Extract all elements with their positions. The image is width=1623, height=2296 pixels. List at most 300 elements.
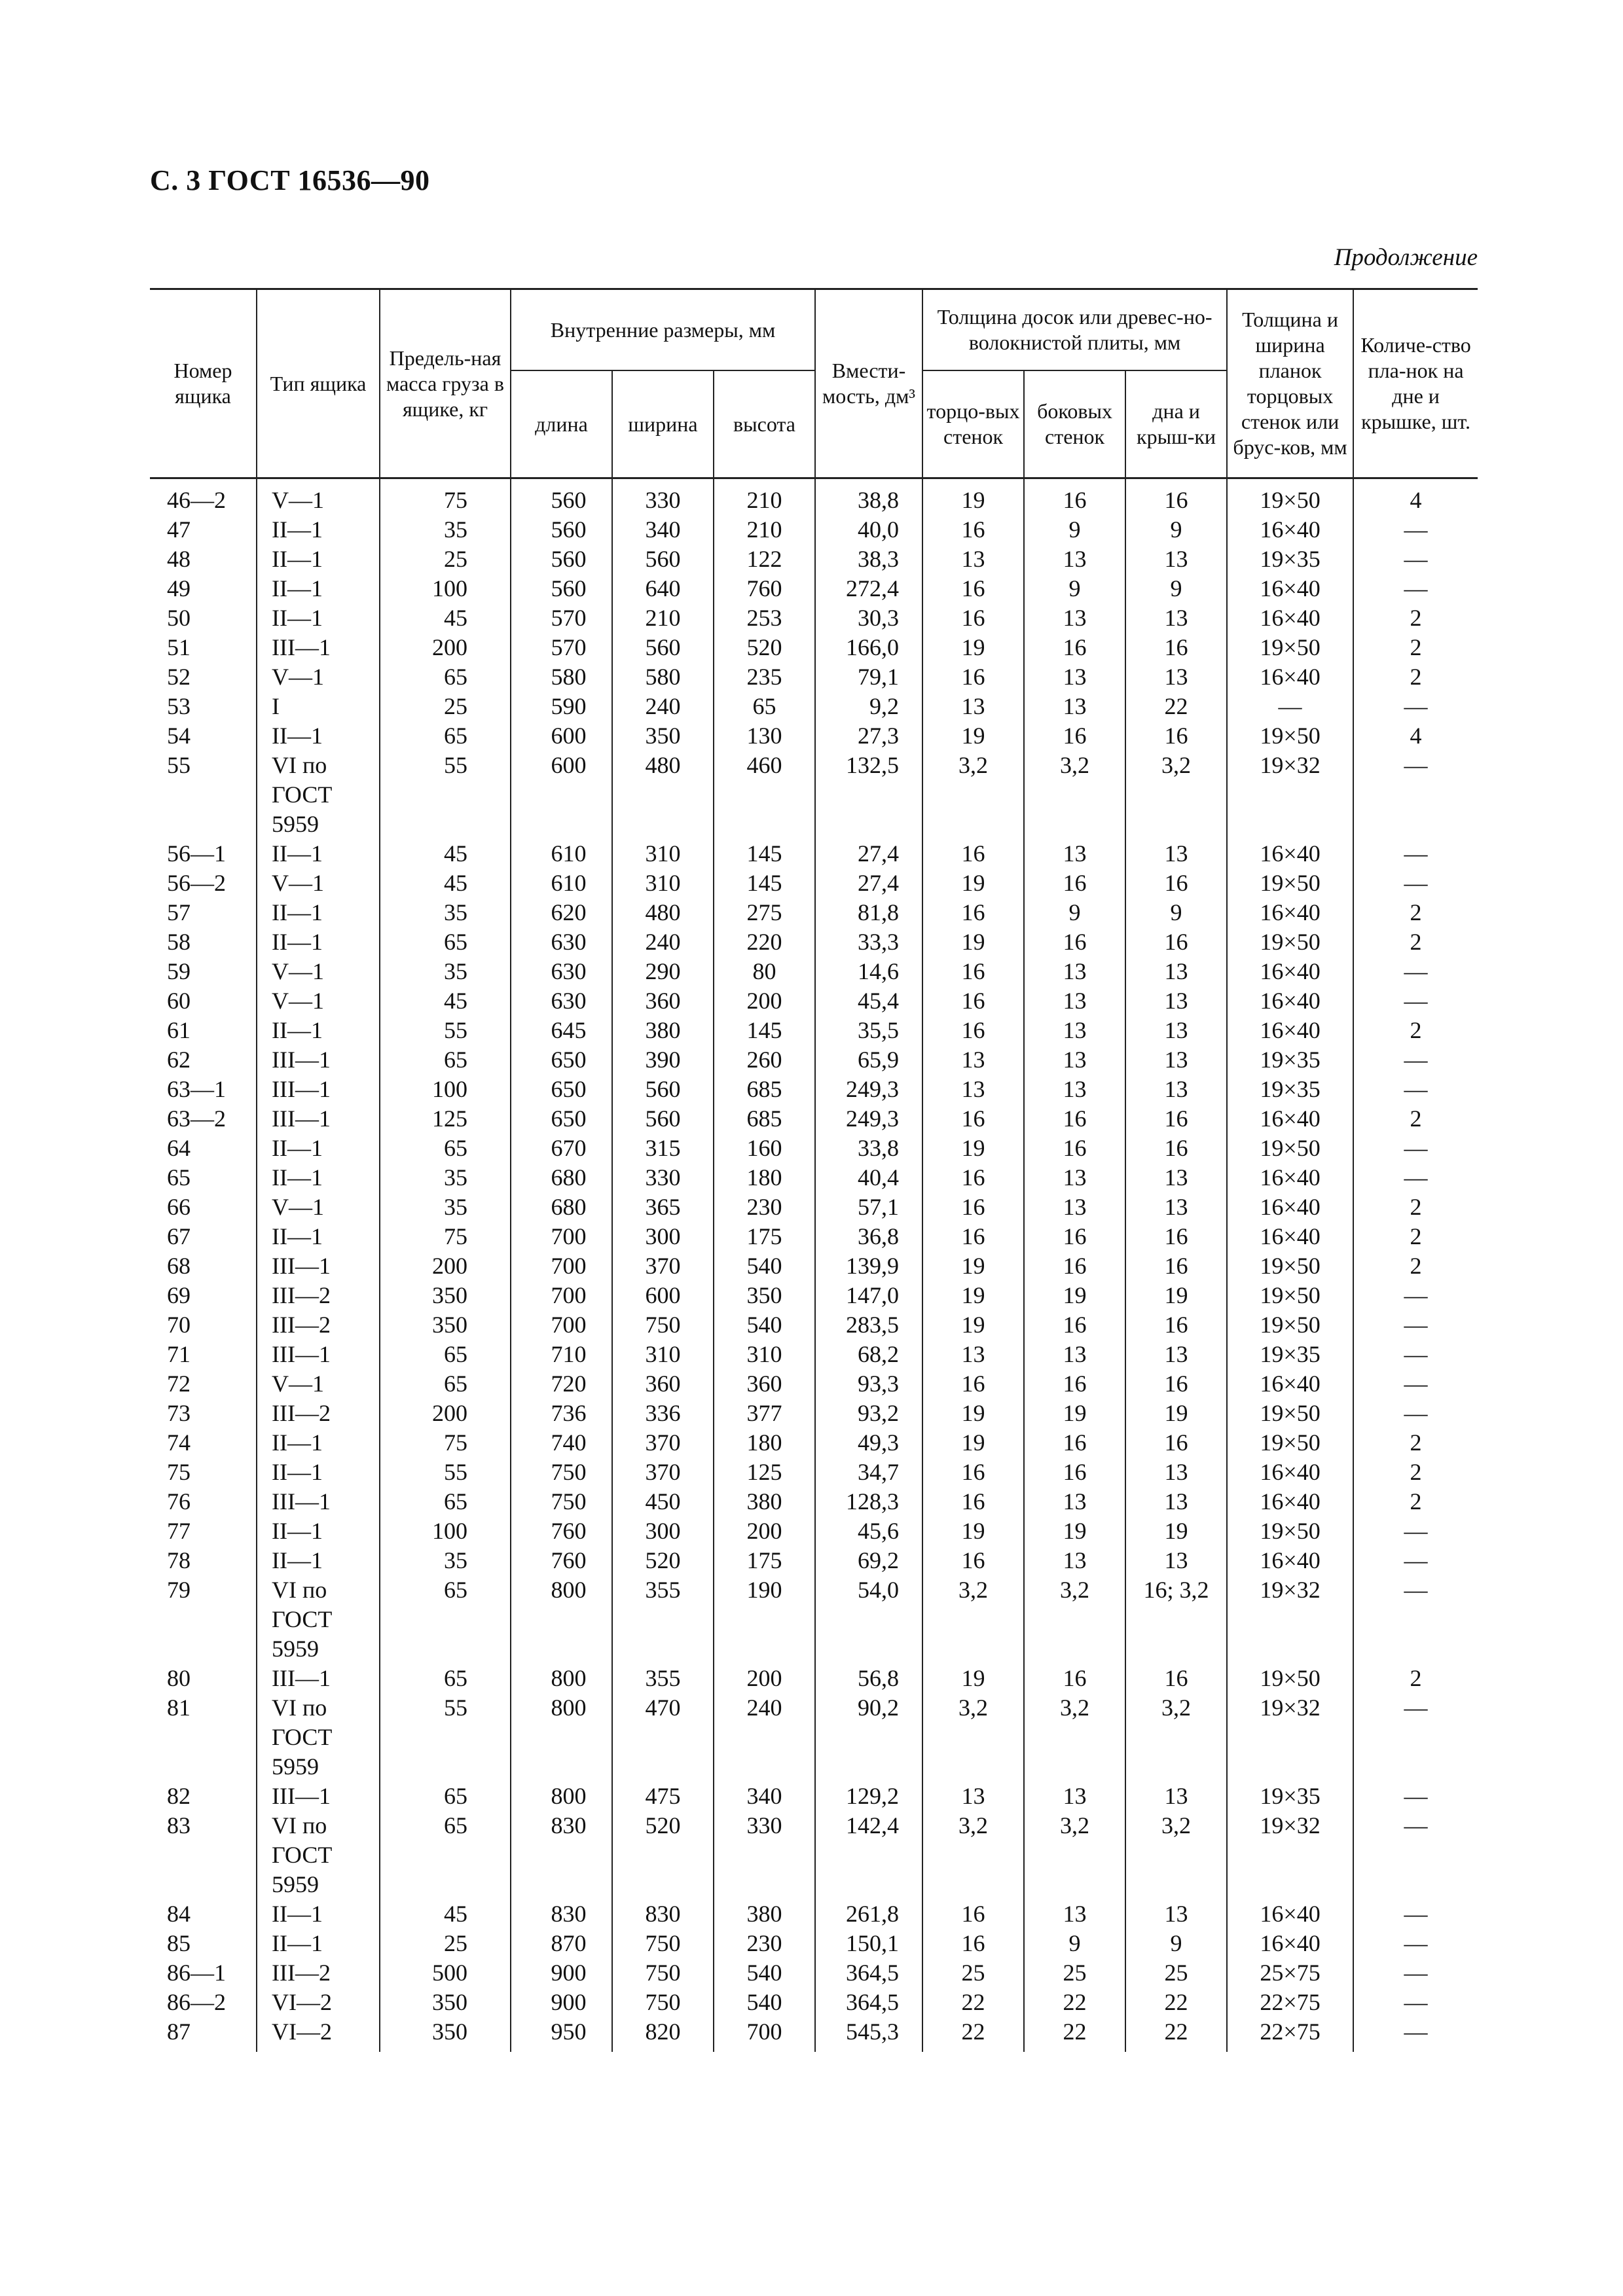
cell-side-walls: 16 <box>1024 1458 1125 1487</box>
cell-plank-count: — <box>1353 957 1478 986</box>
cell-height: 220 <box>714 927 815 957</box>
cell-capacity: 150,1 <box>815 1929 922 1958</box>
cell-max-load: 55 <box>380 751 511 839</box>
table-row <box>150 574 1478 603</box>
cell-box-number: 49 <box>167 575 191 601</box>
cell-max-load: 350 <box>380 2017 511 2052</box>
cell-box-type: III—1 <box>257 1104 380 1134</box>
cell-plank-count: 2 <box>1353 898 1478 927</box>
cell-height: 210 <box>714 515 815 545</box>
cell-max-load: 65 <box>380 1134 511 1163</box>
cell-capacity: 36,8 <box>815 1222 922 1251</box>
cell-max-load: 100 <box>380 574 511 603</box>
cell-width: 750 <box>612 1310 714 1340</box>
cell-bottom-lid: 16 <box>1125 1369 1227 1399</box>
cell-width: 560 <box>612 545 714 574</box>
cell-capacity: 272,4 <box>815 574 922 603</box>
cell-plank-size: 16×40 <box>1227 1222 1353 1251</box>
cell-end-walls: 19 <box>922 1428 1024 1458</box>
cell-capacity: 54,0 <box>815 1575 922 1664</box>
cell-side-walls: 16 <box>1024 869 1125 898</box>
cell-width: 300 <box>612 1516 714 1546</box>
table-row <box>150 1016 1478 1045</box>
cell-bottom-lid: 3,2 <box>1125 751 1227 839</box>
cell-end-walls: 16 <box>922 1546 1024 1575</box>
cell-plank-size: 19×50 <box>1227 1251 1353 1281</box>
cell-capacity: 27,4 <box>815 839 922 869</box>
cell-end-walls: 16 <box>922 1487 1024 1516</box>
cell-length: 650 <box>511 1075 612 1104</box>
cell-box-type: II—1 <box>257 515 380 545</box>
cell-box-number: 50 <box>167 605 191 631</box>
cell-side-walls: 16 <box>1024 1428 1125 1458</box>
cell-max-load: 45 <box>380 839 511 869</box>
table-row <box>150 603 1478 633</box>
cell-plank-size: 16×40 <box>1227 839 1353 869</box>
cell-side-walls: 3,2 <box>1024 1575 1125 1664</box>
cell-width: 480 <box>612 898 714 927</box>
table-row <box>150 986 1478 1016</box>
cell-side-walls: 13 <box>1024 603 1125 633</box>
cell-side-walls: 3,2 <box>1024 1811 1125 1899</box>
cell-width: 520 <box>612 1546 714 1575</box>
cell-capacity: 38,8 <box>815 478 922 516</box>
cell-end-walls: 3,2 <box>922 1693 1024 1782</box>
cell-box-type: II—1 <box>257 1016 380 1045</box>
cell-bottom-lid: 22 <box>1125 1988 1227 2017</box>
cell-capacity: 93,3 <box>815 1369 922 1399</box>
cell-box-type: III—1 <box>257 1075 380 1104</box>
cell-box-type: III—2 <box>257 1399 380 1428</box>
cell-box-type: III—1 <box>257 1664 380 1693</box>
cell-box-number: 48 <box>167 546 191 572</box>
cell-plank-count: — <box>1353 751 1478 839</box>
cell-plank-size: 16×40 <box>1227 957 1353 986</box>
cell-box-number: 77 <box>167 1518 191 1544</box>
cell-max-load: 55 <box>380 1693 511 1782</box>
cell-box-number: 78 <box>167 1547 191 1573</box>
cell-plank-size: 19×35 <box>1227 1782 1353 1811</box>
header-width: ширина <box>612 370 714 478</box>
table-row <box>150 1575 1478 1664</box>
cell-max-load: 500 <box>380 1958 511 1988</box>
cell-bottom-lid: 9 <box>1125 1929 1227 1958</box>
table-row <box>150 1369 1478 1399</box>
cell-bottom-lid: 9 <box>1125 574 1227 603</box>
header-box-number: Номер ящика <box>150 289 257 478</box>
cell-width: 370 <box>612 1428 714 1458</box>
cell-length: 800 <box>511 1782 612 1811</box>
cell-box-number: 56—2 <box>167 870 226 896</box>
table-row <box>150 1075 1478 1104</box>
cell-side-walls: 9 <box>1024 574 1125 603</box>
cell-side-walls: 13 <box>1024 1016 1125 1045</box>
cell-bottom-lid: 16 <box>1125 721 1227 751</box>
cell-bottom-lid: 13 <box>1125 1546 1227 1575</box>
table-row <box>150 751 1478 839</box>
cell-height: 540 <box>714 1958 815 1988</box>
cell-side-walls: 16 <box>1024 1310 1125 1340</box>
cell-bottom-lid: 13 <box>1125 1899 1227 1929</box>
cell-box-type: VI по ГОСТ 5959 <box>257 1693 380 1782</box>
cell-width: 600 <box>612 1281 714 1310</box>
cell-end-walls: 19 <box>922 1251 1024 1281</box>
cell-width: 290 <box>612 957 714 986</box>
cell-box-type: VI по ГОСТ 5959 <box>257 751 380 839</box>
cell-max-load: 45 <box>380 1899 511 1929</box>
table-row <box>150 1104 1478 1134</box>
cell-box-number: 67 <box>167 1223 191 1249</box>
cell-end-walls: 16 <box>922 986 1024 1016</box>
cell-capacity: 14,6 <box>815 957 922 986</box>
cell-plank-size: 16×40 <box>1227 662 1353 692</box>
table-row <box>150 957 1478 986</box>
cell-plank-count: — <box>1353 1163 1478 1193</box>
cell-height: 190 <box>714 1575 815 1664</box>
cell-width: 300 <box>612 1222 714 1251</box>
cell-box-number: 79 <box>167 1577 191 1603</box>
cell-box-type: II—1 <box>257 603 380 633</box>
table-row <box>150 1134 1478 1163</box>
cell-height: 180 <box>714 1163 815 1193</box>
cell-box-number: 63—2 <box>167 1105 226 1132</box>
cell-side-walls: 9 <box>1024 1929 1125 1958</box>
cell-box-type: III—1 <box>257 1251 380 1281</box>
cell-plank-count: — <box>1353 574 1478 603</box>
cell-height: 380 <box>714 1487 815 1516</box>
cell-max-load: 65 <box>380 1369 511 1399</box>
cell-capacity: 40,0 <box>815 515 922 545</box>
cell-box-type: VI—2 <box>257 2017 380 2052</box>
cell-width: 580 <box>612 662 714 692</box>
cell-capacity: 142,4 <box>815 1811 922 1899</box>
cell-max-load: 200 <box>380 1399 511 1428</box>
table-row <box>150 1251 1478 1281</box>
cell-bottom-lid: 13 <box>1125 1045 1227 1075</box>
cell-end-walls: 13 <box>922 692 1024 721</box>
cell-bottom-lid: 13 <box>1125 1782 1227 1811</box>
cell-bottom-lid: 13 <box>1125 1340 1227 1369</box>
cell-box-number: 57 <box>167 899 191 925</box>
cell-box-type: II—1 <box>257 574 380 603</box>
cell-width: 365 <box>612 1193 714 1222</box>
cell-bottom-lid: 16 <box>1125 1428 1227 1458</box>
cell-plank-count: — <box>1353 986 1478 1016</box>
cell-max-load: 350 <box>380 1988 511 2017</box>
cell-max-load: 125 <box>380 1104 511 1134</box>
cell-box-number: 47 <box>167 516 191 543</box>
cell-plank-size: 19×50 <box>1227 1664 1353 1693</box>
cell-end-walls: 3,2 <box>922 1575 1024 1664</box>
cell-capacity: 33,8 <box>815 1134 922 1163</box>
cell-box-number: 71 <box>167 1341 191 1367</box>
table-row <box>150 1516 1478 1546</box>
cell-capacity: 132,5 <box>815 751 922 839</box>
cell-plank-count: 2 <box>1353 662 1478 692</box>
cell-width: 830 <box>612 1899 714 1929</box>
cell-end-walls: 16 <box>922 1193 1024 1222</box>
table-header <box>150 289 1478 478</box>
cell-bottom-lid: 22 <box>1125 692 1227 721</box>
cell-side-walls: 16 <box>1024 1369 1125 1399</box>
cell-side-walls: 13 <box>1024 1075 1125 1104</box>
cell-height: 180 <box>714 1428 815 1458</box>
cell-end-walls: 16 <box>922 957 1024 986</box>
cell-plank-count: — <box>1353 692 1478 721</box>
cell-end-walls: 22 <box>922 1988 1024 2017</box>
cell-box-type: III—1 <box>257 1487 380 1516</box>
cell-box-number: 82 <box>167 1783 191 1809</box>
cell-length: 700 <box>511 1222 612 1251</box>
cell-capacity: 34,7 <box>815 1458 922 1487</box>
cell-bottom-lid: 22 <box>1125 2017 1227 2052</box>
cell-plank-count: 2 <box>1353 1487 1478 1516</box>
cell-bottom-lid: 16 <box>1125 478 1227 516</box>
cell-box-number: 66 <box>167 1194 191 1220</box>
cell-plank-count: 2 <box>1353 1251 1478 1281</box>
cell-width: 390 <box>612 1045 714 1075</box>
cell-capacity: 79,1 <box>815 662 922 692</box>
cell-plank-size: 19×50 <box>1227 1516 1353 1546</box>
cell-plank-size: 25×75 <box>1227 1958 1353 1988</box>
cell-bottom-lid: 3,2 <box>1125 1811 1227 1899</box>
cell-height: 122 <box>714 545 815 574</box>
cell-box-type: III—1 <box>257 1045 380 1075</box>
cell-box-number: 85 <box>167 1930 191 1956</box>
cell-box-number: 54 <box>167 723 191 749</box>
cell-side-walls: 22 <box>1024 1988 1125 2017</box>
cell-length: 760 <box>511 1516 612 1546</box>
cell-max-load: 35 <box>380 1546 511 1575</box>
cell-capacity: 249,3 <box>815 1104 922 1134</box>
cell-box-number: 81 <box>167 1695 191 1721</box>
cell-box-type: II—1 <box>257 721 380 751</box>
cell-box-number: 68 <box>167 1253 191 1279</box>
cell-side-walls: 19 <box>1024 1281 1125 1310</box>
cell-box-type: II—1 <box>257 839 380 869</box>
cell-height: 540 <box>714 1988 815 2017</box>
cell-length: 570 <box>511 603 612 633</box>
cell-width: 210 <box>612 603 714 633</box>
cell-length: 680 <box>511 1163 612 1193</box>
cell-end-walls: 16 <box>922 1163 1024 1193</box>
table-row <box>150 869 1478 898</box>
cell-plank-count: — <box>1353 1045 1478 1075</box>
table-row <box>150 1428 1478 1458</box>
cell-plank-size: 16×40 <box>1227 603 1353 633</box>
cell-plank-count: — <box>1353 1340 1478 1369</box>
cell-end-walls: 13 <box>922 1340 1024 1369</box>
cell-max-load: 45 <box>380 603 511 633</box>
cell-length: 560 <box>511 545 612 574</box>
cell-box-type: V—1 <box>257 957 380 986</box>
cell-side-walls: 13 <box>1024 1163 1125 1193</box>
header-thickness-group: Толщина досок или древес-но-волокнистой плиты, мм <box>922 289 1227 371</box>
cell-plank-count: — <box>1353 869 1478 898</box>
cell-plank-size: 16×40 <box>1227 1487 1353 1516</box>
cell-height: 460 <box>714 751 815 839</box>
cell-capacity: 38,3 <box>815 545 922 574</box>
cell-max-load: 65 <box>380 1045 511 1075</box>
page-header: С. 3 ГОСТ 16536—90 <box>150 164 430 196</box>
cell-bottom-lid: 13 <box>1125 662 1227 692</box>
cell-bottom-lid: 16 <box>1125 927 1227 957</box>
cell-bottom-lid: 9 <box>1125 515 1227 545</box>
cell-length: 700 <box>511 1251 612 1281</box>
table-row <box>150 1281 1478 1310</box>
cell-plank-count: — <box>1353 1369 1478 1399</box>
cell-plank-size: 16×40 <box>1227 1163 1353 1193</box>
cell-width: 310 <box>612 839 714 869</box>
cell-width: 750 <box>612 1988 714 2017</box>
cell-width: 315 <box>612 1134 714 1163</box>
cell-height: 235 <box>714 662 815 692</box>
cell-box-number: 59 <box>167 958 191 984</box>
cell-max-load: 65 <box>380 1340 511 1369</box>
cell-box-type: V—1 <box>257 1193 380 1222</box>
header-bottom-lid: дна и крыш-ки <box>1125 370 1227 478</box>
cell-width: 355 <box>612 1664 714 1693</box>
cell-width: 330 <box>612 1163 714 1193</box>
cell-max-load: 35 <box>380 1193 511 1222</box>
cell-capacity: 40,4 <box>815 1163 922 1193</box>
cell-plank-count: 4 <box>1353 721 1478 751</box>
cell-plank-size: 19×50 <box>1227 869 1353 898</box>
cell-max-load: 350 <box>380 1281 511 1310</box>
cell-max-load: 200 <box>380 1251 511 1281</box>
cell-height: 145 <box>714 839 815 869</box>
cell-plank-size: 16×40 <box>1227 898 1353 927</box>
cell-end-walls: 13 <box>922 1782 1024 1811</box>
cell-plank-size: 19×32 <box>1227 1693 1353 1782</box>
cell-plank-size: 19×50 <box>1227 721 1353 751</box>
cell-bottom-lid: 16 <box>1125 1251 1227 1281</box>
cell-plank-count: 2 <box>1353 603 1478 633</box>
cell-side-walls: 16 <box>1024 1104 1125 1134</box>
cell-plank-size: 19×35 <box>1227 1075 1353 1104</box>
cell-width: 340 <box>612 515 714 545</box>
cell-height: 377 <box>714 1399 815 1428</box>
cell-capacity: 261,8 <box>815 1899 922 1929</box>
cell-side-walls: 16 <box>1024 927 1125 957</box>
cell-length: 560 <box>511 574 612 603</box>
cell-end-walls: 19 <box>922 927 1024 957</box>
cell-height: 200 <box>714 1664 815 1693</box>
cell-max-load: 65 <box>380 662 511 692</box>
cell-box-number: 73 <box>167 1400 191 1426</box>
header-plank-count: Количе-ство пла-нок на дне и крышке, шт. <box>1353 289 1478 478</box>
cell-height: 380 <box>714 1899 815 1929</box>
cell-width: 640 <box>612 574 714 603</box>
cell-max-load: 35 <box>380 515 511 545</box>
cell-length: 630 <box>511 986 612 1016</box>
cell-height: 125 <box>714 1458 815 1487</box>
cell-bottom-lid: 13 <box>1125 839 1227 869</box>
cell-length: 630 <box>511 927 612 957</box>
cell-max-load: 35 <box>380 898 511 927</box>
table-row <box>150 2017 1478 2052</box>
cell-side-walls: 13 <box>1024 662 1125 692</box>
cell-max-load: 65 <box>380 927 511 957</box>
cell-side-walls: 16 <box>1024 1222 1125 1251</box>
table-row <box>150 1664 1478 1693</box>
cell-side-walls: 9 <box>1024 898 1125 927</box>
cell-end-walls: 16 <box>922 662 1024 692</box>
cell-box-type: II—1 <box>257 927 380 957</box>
cell-length: 630 <box>511 957 612 986</box>
cell-plank-count: 2 <box>1353 1104 1478 1134</box>
cell-box-type: VI—2 <box>257 1988 380 2017</box>
table-row <box>150 1340 1478 1369</box>
header-inner-dimensions: Внутренние размеры, мм <box>511 289 815 371</box>
cell-plank-count: 2 <box>1353 1222 1478 1251</box>
cell-length: 800 <box>511 1693 612 1782</box>
cell-height: 685 <box>714 1075 815 1104</box>
cell-height: 700 <box>714 2017 815 2052</box>
cell-box-number: 52 <box>167 664 191 690</box>
cell-end-walls: 19 <box>922 1310 1024 1340</box>
cell-height: 760 <box>714 574 815 603</box>
cell-width: 336 <box>612 1399 714 1428</box>
cell-end-walls: 3,2 <box>922 1811 1024 1899</box>
table-row <box>150 692 1478 721</box>
cell-max-load: 100 <box>380 1516 511 1546</box>
cell-box-type: III—1 <box>257 1340 380 1369</box>
cell-box-type: V—1 <box>257 478 380 516</box>
cell-box-type: I <box>257 692 380 721</box>
cell-bottom-lid: 3,2 <box>1125 1693 1227 1782</box>
cell-plank-size: 16×40 <box>1227 1193 1353 1222</box>
cell-height: 253 <box>714 603 815 633</box>
cell-bottom-lid: 16 <box>1125 869 1227 898</box>
cell-side-walls: 13 <box>1024 1546 1125 1575</box>
cell-plank-size: 19×35 <box>1227 1340 1353 1369</box>
cell-side-walls: 13 <box>1024 1899 1125 1929</box>
cell-capacity: 27,3 <box>815 721 922 751</box>
cell-end-walls: 16 <box>922 1016 1024 1045</box>
cell-capacity: 69,2 <box>815 1546 922 1575</box>
cell-box-number: 56—1 <box>167 840 226 867</box>
cell-end-walls: 16 <box>922 603 1024 633</box>
cell-plank-count: — <box>1353 1929 1478 1958</box>
cell-capacity: 56,8 <box>815 1664 922 1693</box>
cell-capacity: 147,0 <box>815 1281 922 1310</box>
cell-side-walls: 16 <box>1024 1134 1125 1163</box>
cell-max-load: 65 <box>380 721 511 751</box>
cell-max-load: 75 <box>380 1222 511 1251</box>
header-plank-size: Толщина и ширина планок торцовых стенок или брус-ков, мм <box>1227 289 1353 478</box>
header-box-type: Тип ящика <box>257 289 380 478</box>
cell-plank-count: — <box>1353 1516 1478 1546</box>
cell-box-number: 51 <box>167 634 191 660</box>
cell-width: 370 <box>612 1251 714 1281</box>
cell-capacity: 30,3 <box>815 603 922 633</box>
cell-width: 480 <box>612 751 714 839</box>
cell-bottom-lid: 13 <box>1125 603 1227 633</box>
cell-bottom-lid: 9 <box>1125 898 1227 927</box>
cell-length: 700 <box>511 1310 612 1340</box>
cell-box-number: 74 <box>167 1429 191 1456</box>
cell-box-number: 80 <box>167 1665 191 1691</box>
cell-side-walls: 19 <box>1024 1516 1125 1546</box>
cell-plank-count: — <box>1353 1281 1478 1310</box>
cell-length: 900 <box>511 1958 612 1988</box>
cell-max-load: 55 <box>380 1458 511 1487</box>
cell-end-walls: 16 <box>922 574 1024 603</box>
cell-plank-count: — <box>1353 545 1478 574</box>
table-row <box>150 1929 1478 1958</box>
cell-box-number: 86—2 <box>167 1989 226 2015</box>
